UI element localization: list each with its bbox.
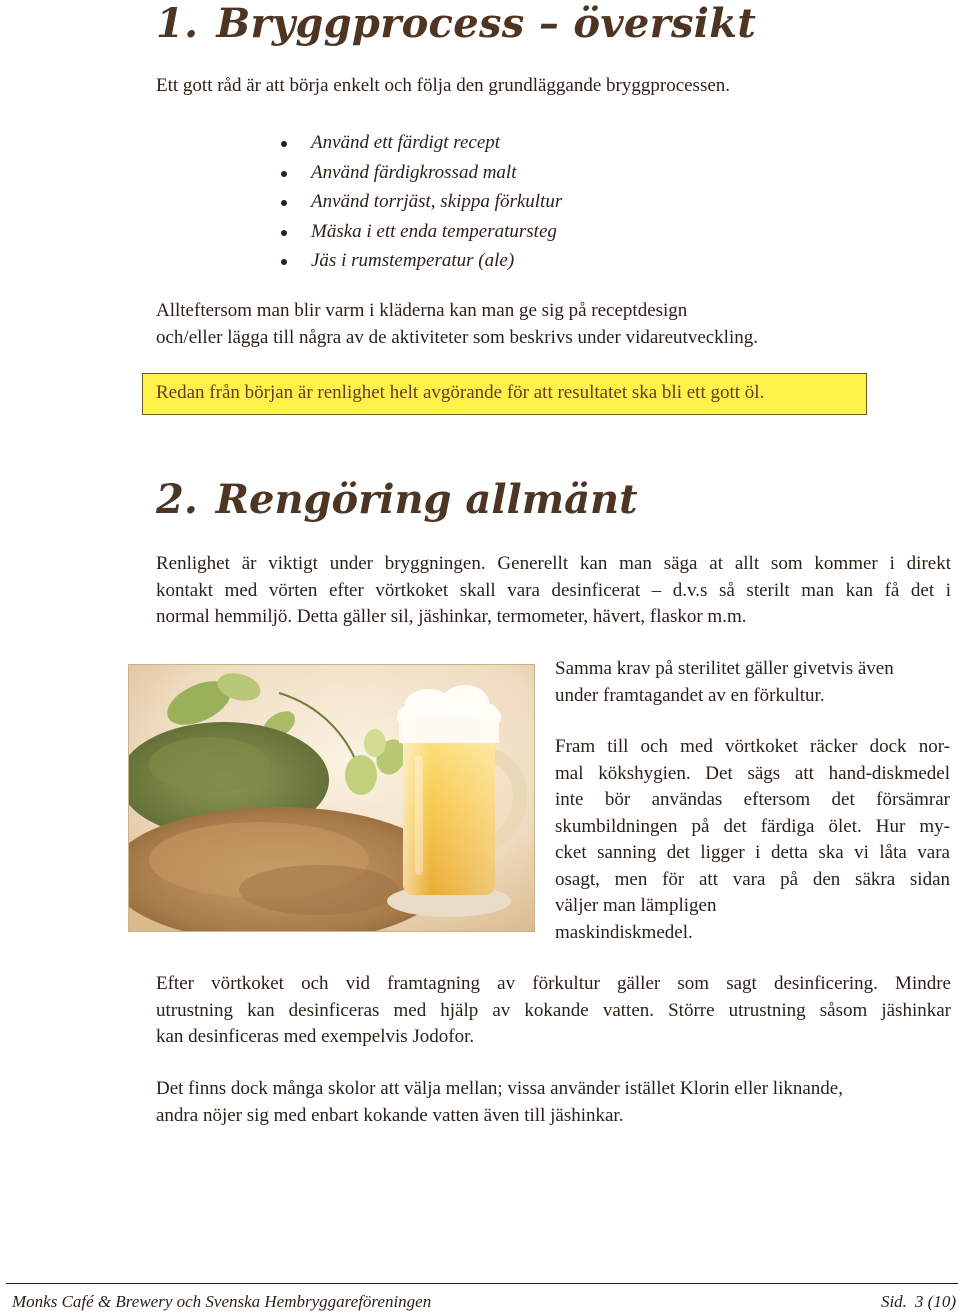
paragraph-line: Samma krav på sterilitet gäller givetvis även [555, 658, 894, 679]
paragraph-line: under framtagandet av en förkultur. [555, 684, 825, 706]
paragraph-line: Det finns dock många skolor att välja mellan; vissa använder istället Klorin eller liknande, [156, 1078, 843, 1099]
list-item: Använd färdigkrossad malt [272, 158, 562, 188]
cleanliness-highlight-box [142, 373, 867, 415]
photo-illustration [129, 665, 535, 932]
page-value: 3 (10) [914, 1292, 956, 1311]
paragraph-line: mal kökshygien. Det sägs att hand-diskmedel [555, 762, 950, 784]
list-item: Använd torrjäst, skippa förkultur [272, 187, 562, 217]
intro-paragraph [156, 73, 730, 100]
section-2-heading [156, 476, 638, 523]
paragraph-line: inte bör användas eftersom det försämrar [555, 789, 950, 810]
section-1-heading [156, 0, 756, 47]
paragraph-line: Fram till och med vörtkoket räcker dock nor- [555, 736, 950, 757]
cleaning-paragraph-1 [156, 551, 951, 631]
tips-list [272, 128, 562, 276]
paragraph-line: kontakt med vörten efter vörtkoket skall vara desinficerat – d.v.s så sterilt man kan få det i [156, 579, 951, 601]
kitchen-hygiene-side-paragraph [555, 734, 950, 946]
highlight-text: Redan från början är renlighet helt avgörande för att resultatet ska bli ett gott öl. [156, 382, 765, 403]
footer-publisher: Monks Café & Brewery och Svenska Hembryggareföreningen [12, 1292, 432, 1311]
paragraph-line: cket sanning det ligger i detta ska vi låta vara [555, 842, 950, 863]
paragraph-line: normal hemmiljö. Detta gäller sil, jäshinkar, termometer, hävert, flaskor m.m. [156, 606, 747, 627]
cleaning-paragraph-2 [156, 971, 951, 1051]
paragraph-line: osagt, men för att vara på den säkra sidan [555, 868, 950, 890]
paragraph-line: Efter vörtkoket och vid framtagning av förkultur gäller som sagt desinficering. Mindre [156, 973, 951, 994]
paragraph-line: utrustning kan desinficeras med hjälp av kokande vatten. Större utrustning såsom jäshinkar [156, 999, 951, 1021]
list-item: Mäska i ett enda temperatursteg [272, 217, 562, 247]
list-item: Använd ett färdigt recept [272, 128, 562, 158]
section-1-number: 1. [156, 0, 199, 47]
page-label: Sid. [880, 1292, 907, 1311]
intro-text: Ett gott råd är att börja enkelt och följa den grundläggande bryggprocessen. [156, 75, 731, 96]
progression-paragraph [156, 298, 758, 351]
beer-malt-hops-photo [128, 664, 535, 932]
paragraph-line: andra nöjer sig med enbart kokande vatten även till jäshinkar. [156, 1104, 624, 1126]
paragraph-line: skumbildningen på det färdiga ölet. Hur my- [555, 815, 950, 837]
sterility-side-paragraph [555, 656, 950, 709]
cleaning-paragraph-3 [156, 1076, 843, 1129]
footer-divider [6, 1283, 958, 1284]
paragraph-line: Allteftersom man blir varm i kläderna kan man ge sig på receptdesign [156, 300, 688, 321]
paragraph-line: kan desinficeras med exempelvis Jodofor. [156, 1026, 475, 1047]
section-2-number: 2. [156, 476, 198, 523]
paragraph-line: maskindiskmedel. [555, 921, 693, 943]
paragraph-line: och/eller lägga till några av de aktiviteter som beskrivs under vidareutveckling. [156, 326, 758, 348]
list-item: Jäs i rumstemperatur (ale) [272, 246, 562, 276]
paragraph-line: Renlighet är viktigt under bryggningen. Generellt kan man säga at allt som kommer i direkt [156, 553, 951, 574]
footer-page-number [881, 1292, 956, 1312]
section-2-title: Rengöring allmänt [215, 476, 638, 523]
paragraph-line: väljer man lämpligen [555, 895, 717, 916]
section-1-title: Bryggprocess – översikt [216, 0, 757, 47]
